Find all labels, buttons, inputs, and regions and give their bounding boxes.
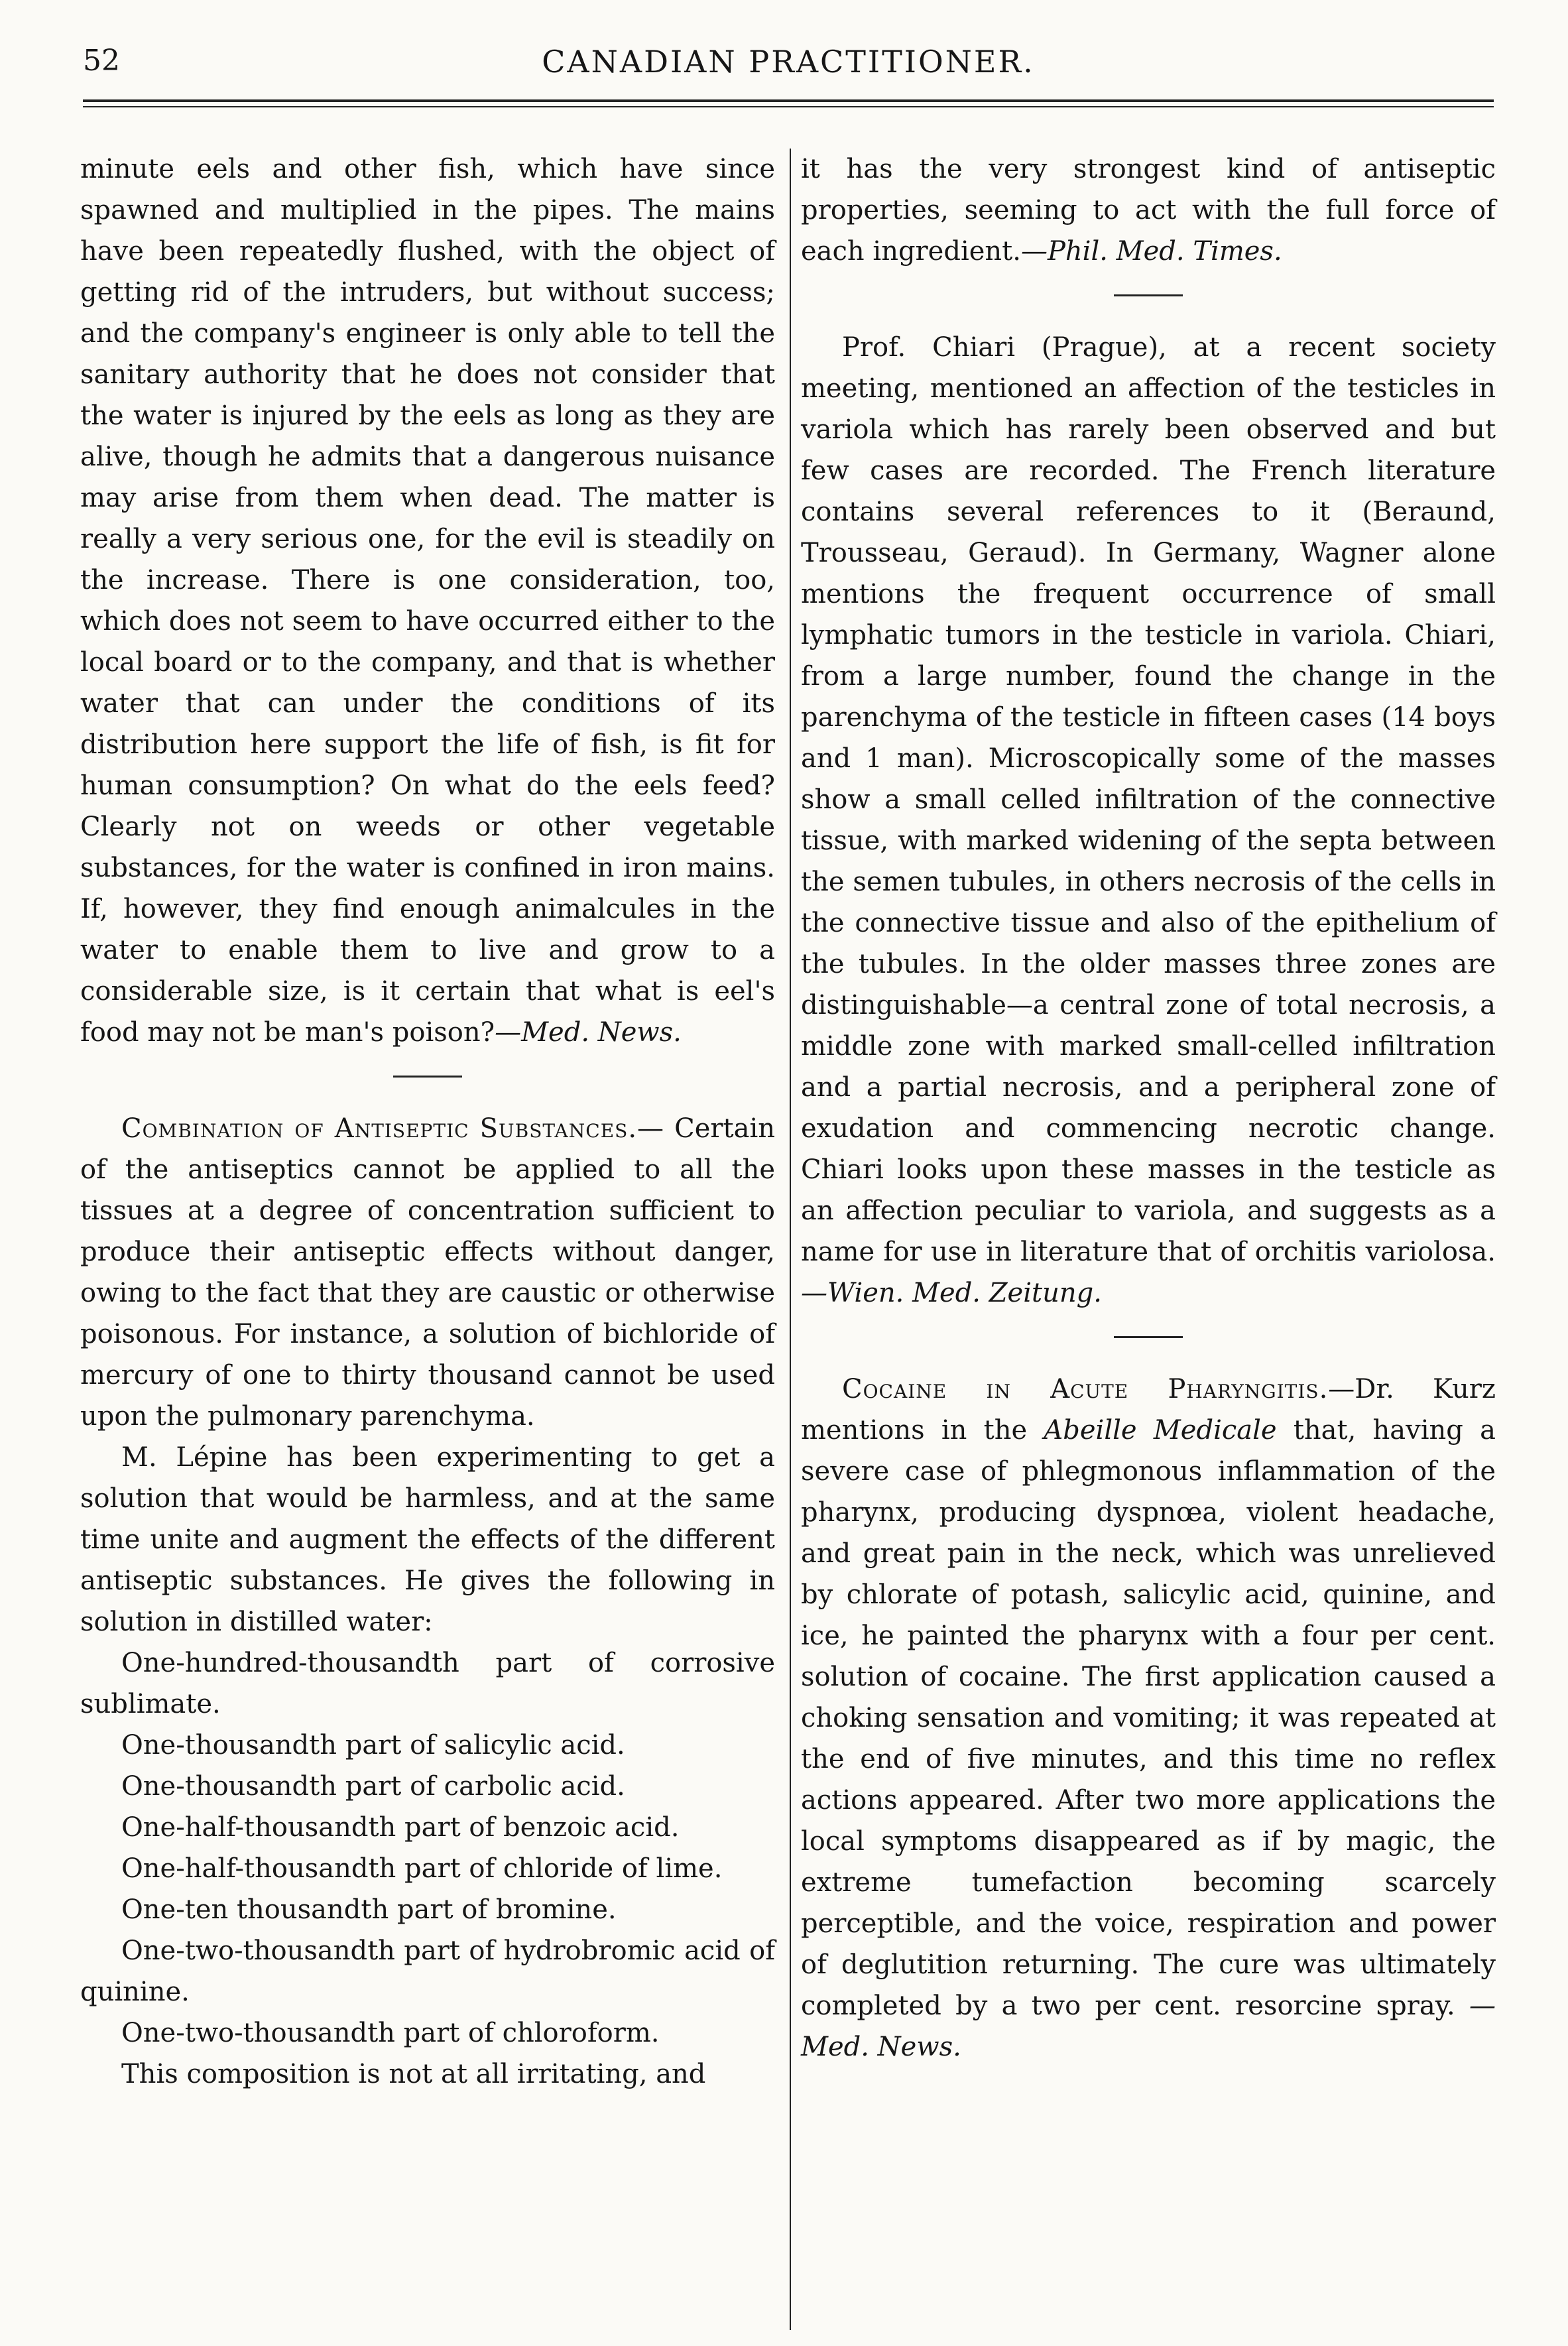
lepine-paragraph: M. Lépine has been experimenting to get a solution that would be harmless, and at the same time unite and augment the effects of the different antiseptic substances. He gives the following in solution in distilled water:: [80, 1442, 775, 1637]
cocaine-journal: Abeille Medicale: [1044, 1415, 1277, 1446]
cocaine-article: [801, 1369, 1496, 2068]
section-separator: [1114, 294, 1183, 296]
section-separator: [393, 1076, 462, 1078]
list-item: One-thousandth part of salicylic acid.: [121, 1730, 625, 1760]
continuation-paragraph: [801, 149, 1496, 272]
combination-article: [80, 1108, 775, 1437]
cocaine-text-1: —Dr. Kurz mentions in the: [801, 1374, 1496, 1446]
closing-paragraph: This composition is not at all irritating, and: [121, 2059, 706, 2089]
continuation-source: —Phil. Med. Times.: [1020, 236, 1282, 267]
page-number: 52: [83, 44, 120, 78]
running-head: CANADIAN PRACTITIONER.: [542, 44, 1035, 80]
list-item: One-thousandth part of carbolic acid.: [121, 1771, 625, 1802]
eels-article: [80, 149, 775, 1053]
right-column: [801, 149, 1496, 2068]
cocaine-source: —Med. News.: [801, 1991, 1496, 2062]
combination-heading: Combination of Antiseptic Substances.—: [121, 1113, 665, 1144]
continuation-text: it has the very strongest kind of antiseptic properties, seeming to act with the full force of each ingredient.: [801, 154, 1496, 267]
left-column: [80, 149, 775, 2095]
list-item: One-half-thousandth part of benzoic acid.: [121, 1812, 680, 1843]
eels-text: minute eels and other fish, which have since spawned and multiplied in the pipes. The mains have been repeatedly flushed, with the object of getting rid of the intruders, but without success; and the company's engineer is only able to tell the sanitary authority that he does not consider that the water is injured by the eels as long as they are alive, though he admits that a dangerous nuisance may arise from them when dead. The matter is really a very serious one, for the evil is steadily on the increase. There is one consideration, too, which does not seem to have occurred either to the local board or to the company, and that is whether water that can under the conditions of its distribution here support the life of fish, is fit for human consumption? On what do the eels feed? Clearly not on weeds or other vegetable substances, for the water is confined in iron mains. If, however, they find enough animalcules in the water to enable them to live and grow to a considerable size, is it certain that what is eel's food may not be man's poison?: [80, 154, 775, 1048]
section-separator: [1114, 1336, 1183, 1338]
chiari-source: —Wien. Med. Zeitung.: [801, 1278, 1102, 1308]
page-header: [83, 32, 1494, 88]
chiari-text: Prof. Chiari (Prague), at a recent society meeting, mentioned an affection of the testicles in variola which has rarely been observed and but few cases are recorded. The French literature contains several references to it (Beraund, Trousseau, Geraud). In Germany, Wagner alone mentions the frequent occurrence of small lymphatic tumors in the testicle in variola. Chiari, from a large number, found the change in the parenchyma of the testicle in fifteen cases (14 boys and 1 man). Microscopically some of the masses show a small celled infiltration of the connective tissue, with marked widening of the septa between the semen tubules, in others necrosis of the cells in the connective tissue and also of the epithelium of the tubules. In the older masses three zones are distinguishable—a central zone of total necrosis, a middle zone with marked small-celled infiltration and a partial necrosis, and a peripheral zone of exudation and commencing necrotic change. Chiari looks upon these masses in the testicle as an affection peculiar to variola, and suggests as a name for use in literature that of orchitis variolosa.: [801, 332, 1496, 1267]
list-item: One-two-thousandth part of chloroform.: [121, 2018, 660, 2048]
column-divider: [790, 149, 791, 2330]
chiari-article: [801, 327, 1496, 1314]
header-rule-secondary: [83, 106, 1494, 107]
list-item: One-hundred-thousandth part of corrosive sublimate.: [80, 1648, 775, 1719]
combination-text: Certain of the antiseptics cannot be applied to all the tissues at a degree of concentration sufficient to produce their antiseptic effects without danger, owing to the fact that they are caustic or otherwise poisonous. For instance, a solution of bichloride of mercury of one to thirty thousand cannot be used upon the pulmonary parenchyma.: [80, 1113, 775, 1432]
list-item: One-two-thousandth part of hydrobromic acid of quinine.: [80, 1936, 775, 2007]
cocaine-text-2: that, having a severe case of phlegmonous inflammation of the pharynx, producing dyspnœa, violent headache, and great pain in the neck, which was unrelieved by chlorate of potash, salicylic acid, quinine, and ice, he painted the pharynx with a four per cent. solution of cocaine. The first application caused a choking sensation and vomiting; it was repeated at the end of five minutes, and this time no reflex actions appeared. After two more applications the local symptoms disappeared as if by magic, the extreme tumefaction becoming scarcely perceptible, and the voice, respiration and power of deglutition returning. The cure was ultimately completed by a two per cent. resorcine spray.: [801, 1415, 1496, 2021]
eels-source: —Med. News.: [495, 1017, 682, 1048]
list-item: One-half-thousandth part of chloride of lime.: [121, 1853, 723, 1884]
header-rule: [83, 99, 1494, 102]
cocaine-heading: Cocaine in Acute Pharyngitis.: [842, 1374, 1329, 1404]
list-item: One-ten thousandth part of bromine.: [121, 1894, 617, 1925]
